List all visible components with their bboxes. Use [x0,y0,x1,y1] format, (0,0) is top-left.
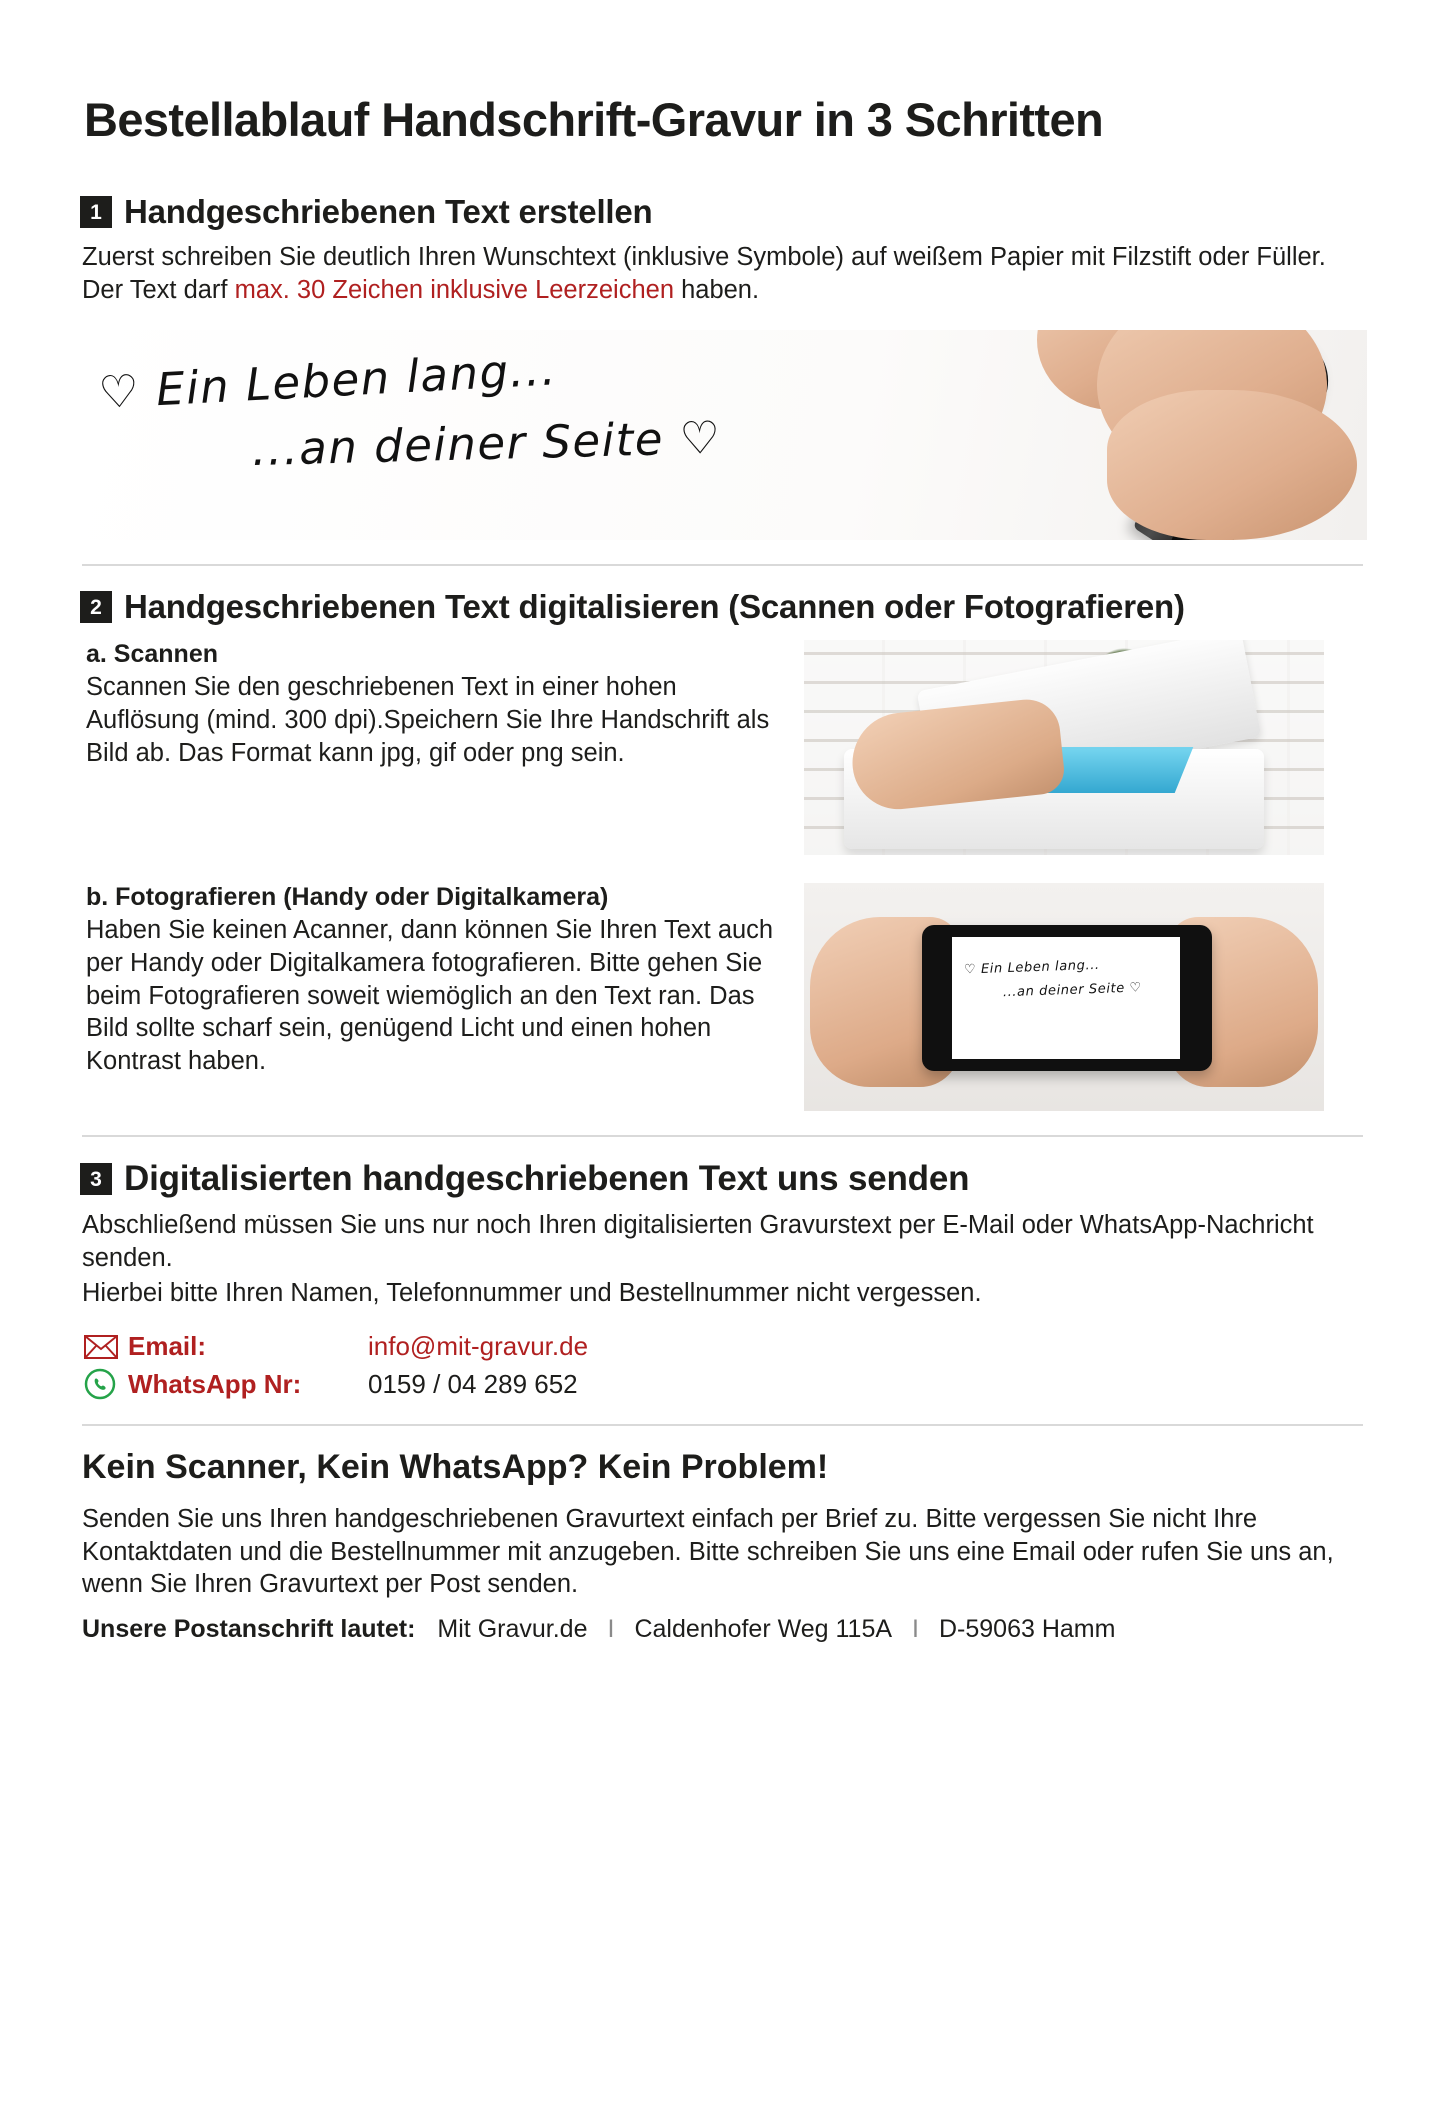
phone-note-line-1: ♡ Ein Leben lang... [963,958,1100,978]
step-1-text [82,241,1367,306]
footer-section [78,1448,1367,1644]
phone-note-line-2: ...an deiner Seite ♡ [1002,980,1143,1001]
address-street: Caldenhofer Weg 115A [634,1615,893,1643]
step-2a-text: Scannen Sie den geschriebenen Text in einer hohen Auflösung (mind. 300 dpi).Speichern Sie Ihre Handschrift als Bild ab. Das Format kann jpg, gif oder png sein. [86,673,770,767]
address-label: Unsere Postanschrift lautet: [82,1615,416,1643]
step-3-text-line-1: Abschließend müssen Sie uns nur noch Ihren digitalisierten Gravurstext per E-Mail oder WhatsApp-Nachricht senden. [82,1211,1314,1272]
handwriting-photo [82,330,1367,540]
step-2a-text-column [82,640,782,769]
contact-block [84,1331,1367,1400]
divider-1 [82,564,1363,566]
scanner-photo [804,640,1324,855]
whatsapp-label: WhatsApp Nr: [128,1368,302,1399]
footer-text: Senden Sie uns Ihren handgeschriebenen Gravurtext einfach per Brief zu. Bitte vergessen Sie nicht Ihre Kontaktdaten und die Bestellnummer mit anzugeben. Bitte schreiben Sie uns eine Email oder rufen Sie uns an, wenn Sie Ihren Gravurtext per Post senden. [82,1505,1334,1599]
step-2b-image-column [804,883,1324,1111]
page-title: Bestellablauf Handschrift-Gravur in 3 Schritten [84,93,1104,146]
step-1-section [78,193,1367,540]
footer-title: Kein Scanner, Kein WhatsApp? Kein Problem! [82,1448,829,1487]
step-2a-row [82,640,1367,855]
phone-screen [952,937,1180,1059]
step-2a-label: a. Scannen [86,640,218,669]
step-2b-row [82,883,1367,1111]
divider-2 [82,1135,1363,1137]
phone-photo [804,883,1324,1111]
step-1-text-part2: haben. [674,275,760,304]
step-1-badge: 1 [80,196,112,228]
step-3-heading [80,1159,1367,1199]
step-3-title: Digitalisierten handgeschriebenen Text uns senden [124,1159,970,1199]
phone-handwriting-sample [951,933,1181,1002]
step-1-highlight: max. 30 Zeichen inklusive Leerzeichen [234,275,674,304]
email-value[interactable]: info@mit-gravur.de [368,1331,589,1362]
smartphone-illustration [922,925,1212,1071]
step-3-section [78,1159,1367,1400]
whatsapp-icon [84,1368,128,1400]
step-2-badge: 2 [80,591,112,623]
divider-3 [82,1424,1363,1426]
envelope-icon [84,1335,128,1359]
step-2-section [78,588,1367,1111]
address-company: Mit Gravur.de [437,1615,588,1643]
address-separator-2: I [912,1615,919,1643]
step-2-title: Handgeschriebenen Text digitalisieren (Scannen oder Fotografieren) [124,588,1185,626]
handwriting-line-1: ♡ Ein Leben lang... [97,342,559,420]
step-2b-text: Haben Sie keinen Acanner, dann können Sie Ihren Text auch per Handy oder Digitalkamera fotografieren. Bitte gehen Sie beim Fotografieren soweit wiemöglich an den Text ran. Das Bild sollte scharf sein, genügend Licht und einen hohen Kontrast haben. [86,916,774,1075]
handwriting-line-2: ...an deiner Seite ♡ [251,411,723,477]
address-separator-1: I [607,1615,615,1643]
step-2-heading [80,588,1367,626]
email-label: Email: [128,1331,207,1362]
step-2b-text-column [82,883,782,1077]
whatsapp-value[interactable]: 0159 / 04 289 652 [368,1368,578,1399]
step-1-text-part1: Zuerst schreiben Sie deutlich Ihren Wunschtext (inklusive Symbole) auf weißem Papier mit Filzstift oder Füller. Der Text darf [82,243,1326,304]
address-city: D-59063 Hamm [938,1615,1116,1643]
contact-row-whatsapp[interactable] [84,1368,1367,1400]
contact-row-email[interactable] [84,1331,1367,1362]
step-3-text-line-2: Hierbei bitte Ihren Namen, Telefonnummer und Bestellnummer nicht vergessen. [82,1278,982,1307]
hand-palm-icon [1107,390,1357,540]
postal-address [82,1615,1367,1644]
step-1-heading [80,193,1367,231]
step-3-badge: 3 [80,1163,112,1195]
step-1-title: Handgeschriebenen Text erstellen [124,193,653,230]
step-2a-image-column [804,640,1324,855]
step-2b-label: b. Fotografieren (Handy oder Digitalkamera) [86,883,609,912]
